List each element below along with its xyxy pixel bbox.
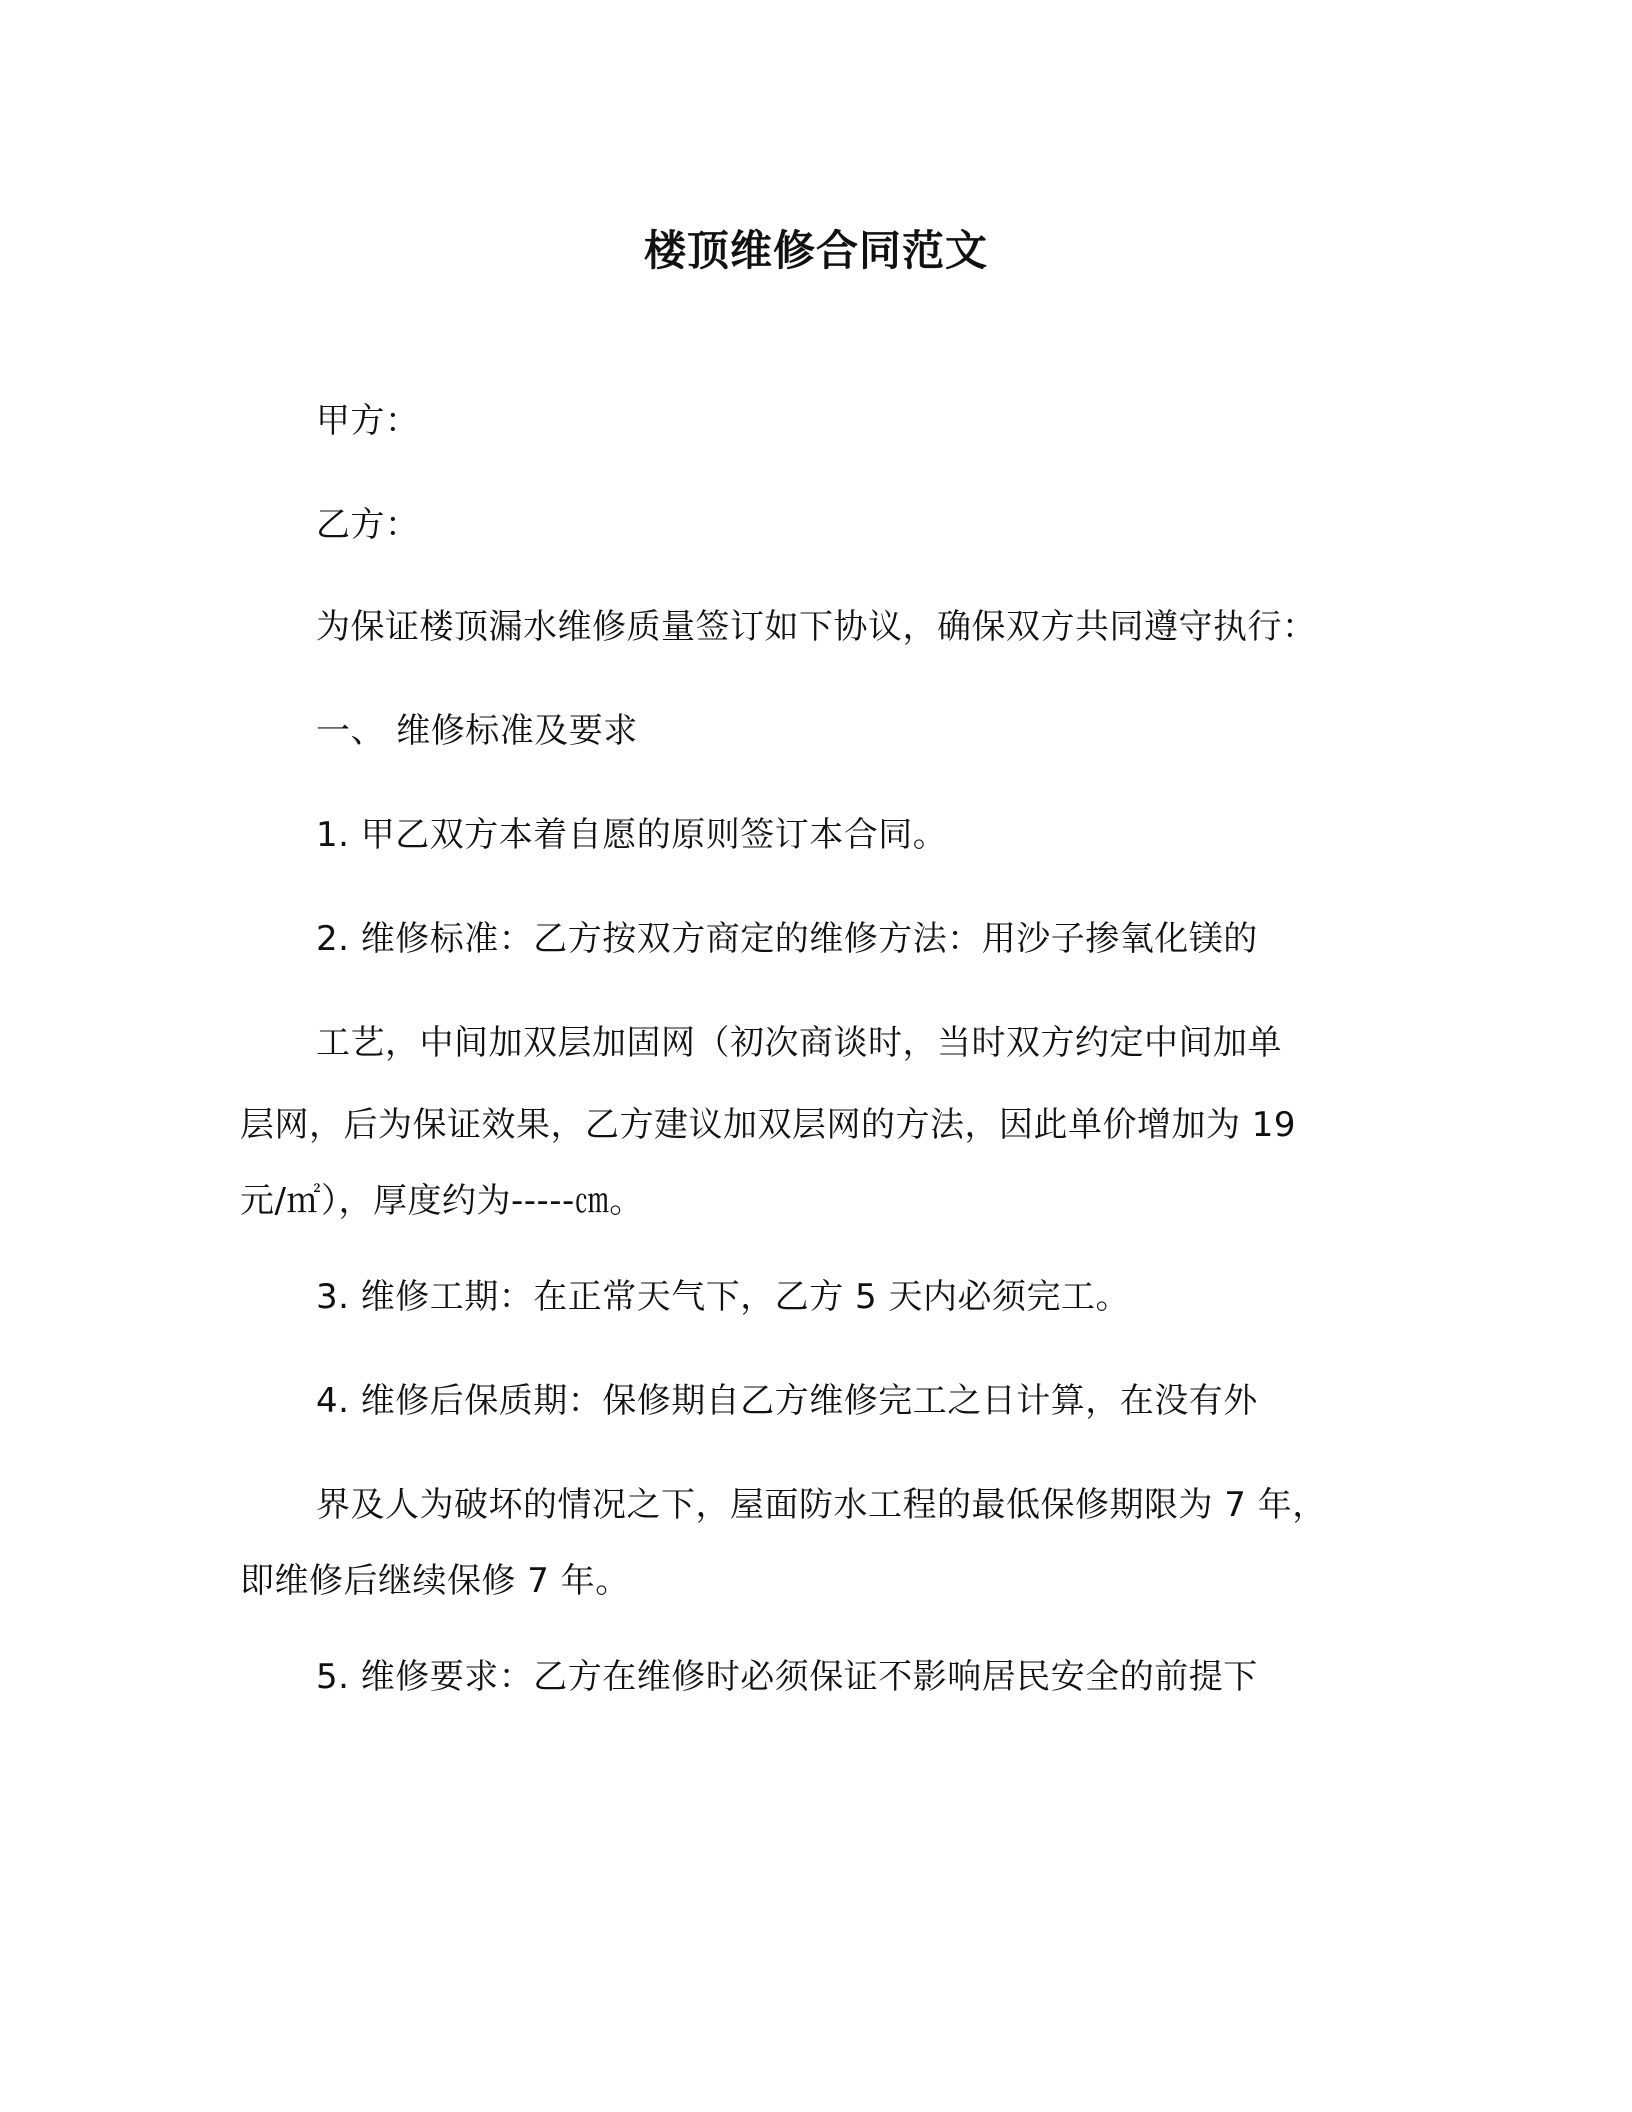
clause-2-line-2: 工艺，中间加双层加固网（初次商谈时，当时双方约定中间加单 xyxy=(316,1023,1282,1063)
clause-2-line-1: 2. 维修标准：乙方按双方商定的维修方法：用沙子掺氧化镁的 xyxy=(316,919,1258,959)
clause-2-line-4: 元/㎡），厚度约为-----㎝。 xyxy=(240,1181,644,1221)
clause-4-line-1: 4. 维修后保质期：保修期自乙方维修完工之日计算，在没有外 xyxy=(316,1381,1258,1421)
clause-1-line: 1. 甲乙双方本着自愿的原则签订本合同。 xyxy=(316,815,948,855)
section-heading: 一、 维修标准及要求 xyxy=(316,711,638,751)
clause-4-line-2: 界及人为破坏的情况之下，屋面防水工程的最低保修期限为 7 年， xyxy=(316,1485,1327,1525)
document-title: 楼顶维修合同范文 xyxy=(643,226,988,275)
preamble-line: 为保证楼顶漏水维修质量签订如下协议，确保双方共同遵守执行： xyxy=(316,607,1317,647)
party-b-line: 乙方： xyxy=(316,505,420,545)
party-a-line: 甲方： xyxy=(316,401,420,441)
clause-5-line-1: 5. 维修要求：乙方在维修时必须保证不影响居民安全的前提下 xyxy=(316,1657,1258,1697)
clause-2-line-3: 层网，后为保证效果，乙方建议加双层网的方法，因此单价增加为 19 xyxy=(240,1105,1297,1145)
clause-3-line: 3. 维修工期：在正常天气下，乙方 5 天内必须完工。 xyxy=(316,1277,1130,1317)
clause-4-line-3: 即维修后继续保修 7 年。 xyxy=(240,1561,630,1601)
